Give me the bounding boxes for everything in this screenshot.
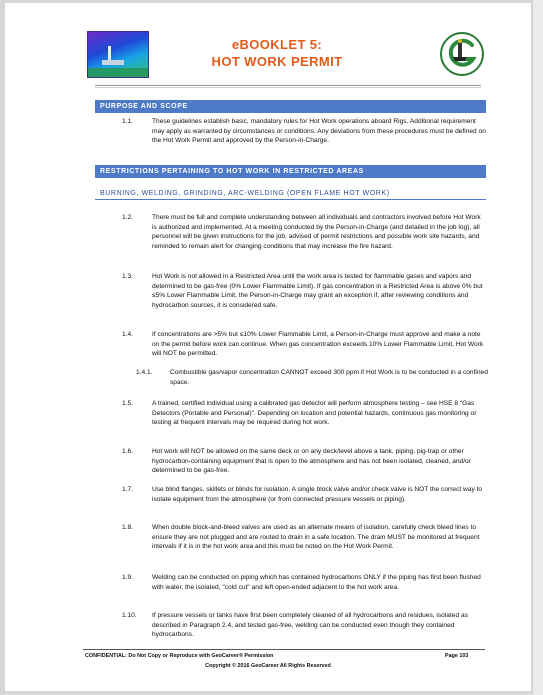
vertical-scrollbar[interactable] (532, 0, 543, 695)
geocareer-logo-icon (439, 31, 485, 77)
paragraph-number: 1.2. (122, 214, 133, 221)
paragraph-number: 1.3. (122, 273, 133, 280)
paragraph-number: 1.4.1. (136, 369, 153, 376)
paragraph-number: 1.7. (122, 486, 133, 493)
title-line-1: eBOOKLET 5: (231, 37, 323, 52)
paragraph-number: 1.1. (122, 118, 133, 125)
paragraph-text: If concentrations are >5% but ≤10% Lower Flammable Limit, a Person-in-Charge must approve and make a note on the permit before work can continue. When gas concentration exceeds 10% Lower Flammable Limit, Hot Work will NOT be permitted. (152, 331, 484, 357)
document-page (5, 3, 531, 691)
header-divider-light (95, 87, 481, 88)
paragraph-number: 1.8. (122, 524, 133, 531)
paragraph-text: Welding can be conducted on piping which has contained hydrocarbons ONLY if the piping has first been flushed with water, the isolated, "cold cut" and left open-ended adjacent to the hot work area. (152, 574, 481, 591)
paragraph-number: 1.4. (122, 331, 133, 338)
paragraph-text: If pressure vessels or tanks have first been completely cleaned of all hydrocarbons and residues, isolated as described in Paragraph 2.4, and tested gas-free, welding can be conducted even though they contained hydrocarbons. (152, 612, 468, 638)
page-number: Page 103 (445, 653, 469, 659)
offshore-rig-logo-icon (87, 31, 149, 78)
header-divider (95, 85, 481, 86)
paragraph-text: There must be full and complete understanding between all individuals and contractors involved before Hot Work is authorized and implemented. At a meeting conducted by the Person-in-Charge (and detailed in the job log), all personnel will be given instructions for the job, advised of permit restrictions and possible work site hazards, and reminded to remain alert for changing conditions that may increase the fire hazard. (152, 214, 481, 250)
subsection-heading-burning: BURNING, WELDING, GRINDING, ARC-WELDING (OPEN FLAME HOT WORK) (95, 187, 486, 200)
paragraph-text: Hot Work is not allowed in a Restricted Area until the work area is tested for flammable gases and vapors and determined to be gas-free (0% Lower Flammable Limit). If gas concentration in a Restricted Area is above 0% but ≤5% Lower Flammable Limit, the Person-in-Charge may grant an exception if, after reviewing conditions and hydrocarbon sources, it is considered safe. (152, 273, 483, 309)
paragraph-number: 1.5. (122, 400, 133, 407)
section-heading-purpose: PURPOSE AND SCOPE (95, 100, 486, 113)
paragraph-number: 1.9. (122, 574, 133, 581)
paragraph-text: When double block-and-bleed valves are used as an alternate means of isolation, carefully check bleed lines to ensure they are not plugged and are routed to drain in a safe location. The drain MUST be monitored at frequent intervals if it is in the hot work area and this must be noted on the Hot Work Permit. (152, 524, 480, 550)
paragraph-text: These guidelines establish basic, mandatory rules for Hot Work operations aboard Rigs. Additional requirement may apply as warranted by circumstances or conditions. Any deviations from these procedures must be defined on the Hot Work Permit and approved by the Person-in-Charge. (152, 118, 486, 144)
title-line-2: HOT WORK PERMIT (211, 54, 343, 69)
section-heading-restrictions: RESTRICTIONS PERTAINING TO HOT WORK IN RESTRICTED AREAS (95, 165, 486, 178)
paragraph-text: A trained, certified individual using a calibrated gas detector will perform atmosphere testing – see HSE 8 “Gas Detectors (Portable and Personal)”. Depending on location and potential hazards, continuous gas monitoring or testing at frequent intervals may be required during hot work. (152, 400, 477, 426)
paragraph-text: Combustible gas/vapor concentration CANNOT exceed 300 ppm if Hot Work is to be conducted in a confined space. (170, 369, 488, 386)
booklet-title (155, 37, 399, 69)
paragraph-text: Use blind flanges, skillets or blinds for isolation. A single block valve and/or check valve is NOT the correct way to isolate equipment from the atmosphere (or from connected pressure vessels or piping). (152, 486, 483, 503)
paragraph-text: Hot work will NOT be allowed on the same deck or on any deck/level above a tank, piping, pig-trap or other hydrocarbon-containing equipment that is open to the atmosphere and has not been isolated, cleaned, and/or determined to be gas-free. (152, 448, 471, 474)
paragraph-number: 1.6. (122, 448, 133, 455)
footer-divider (83, 649, 485, 650)
paragraph-number: 1.10. (122, 612, 137, 619)
footer-confidential: CONFIDENTIAL: Do Not Copy or Reproduce with GeoCareer® Permission (85, 653, 274, 659)
footer-copyright: Copyright © 2016 GeoCareer All Rights Reserved (205, 663, 331, 669)
